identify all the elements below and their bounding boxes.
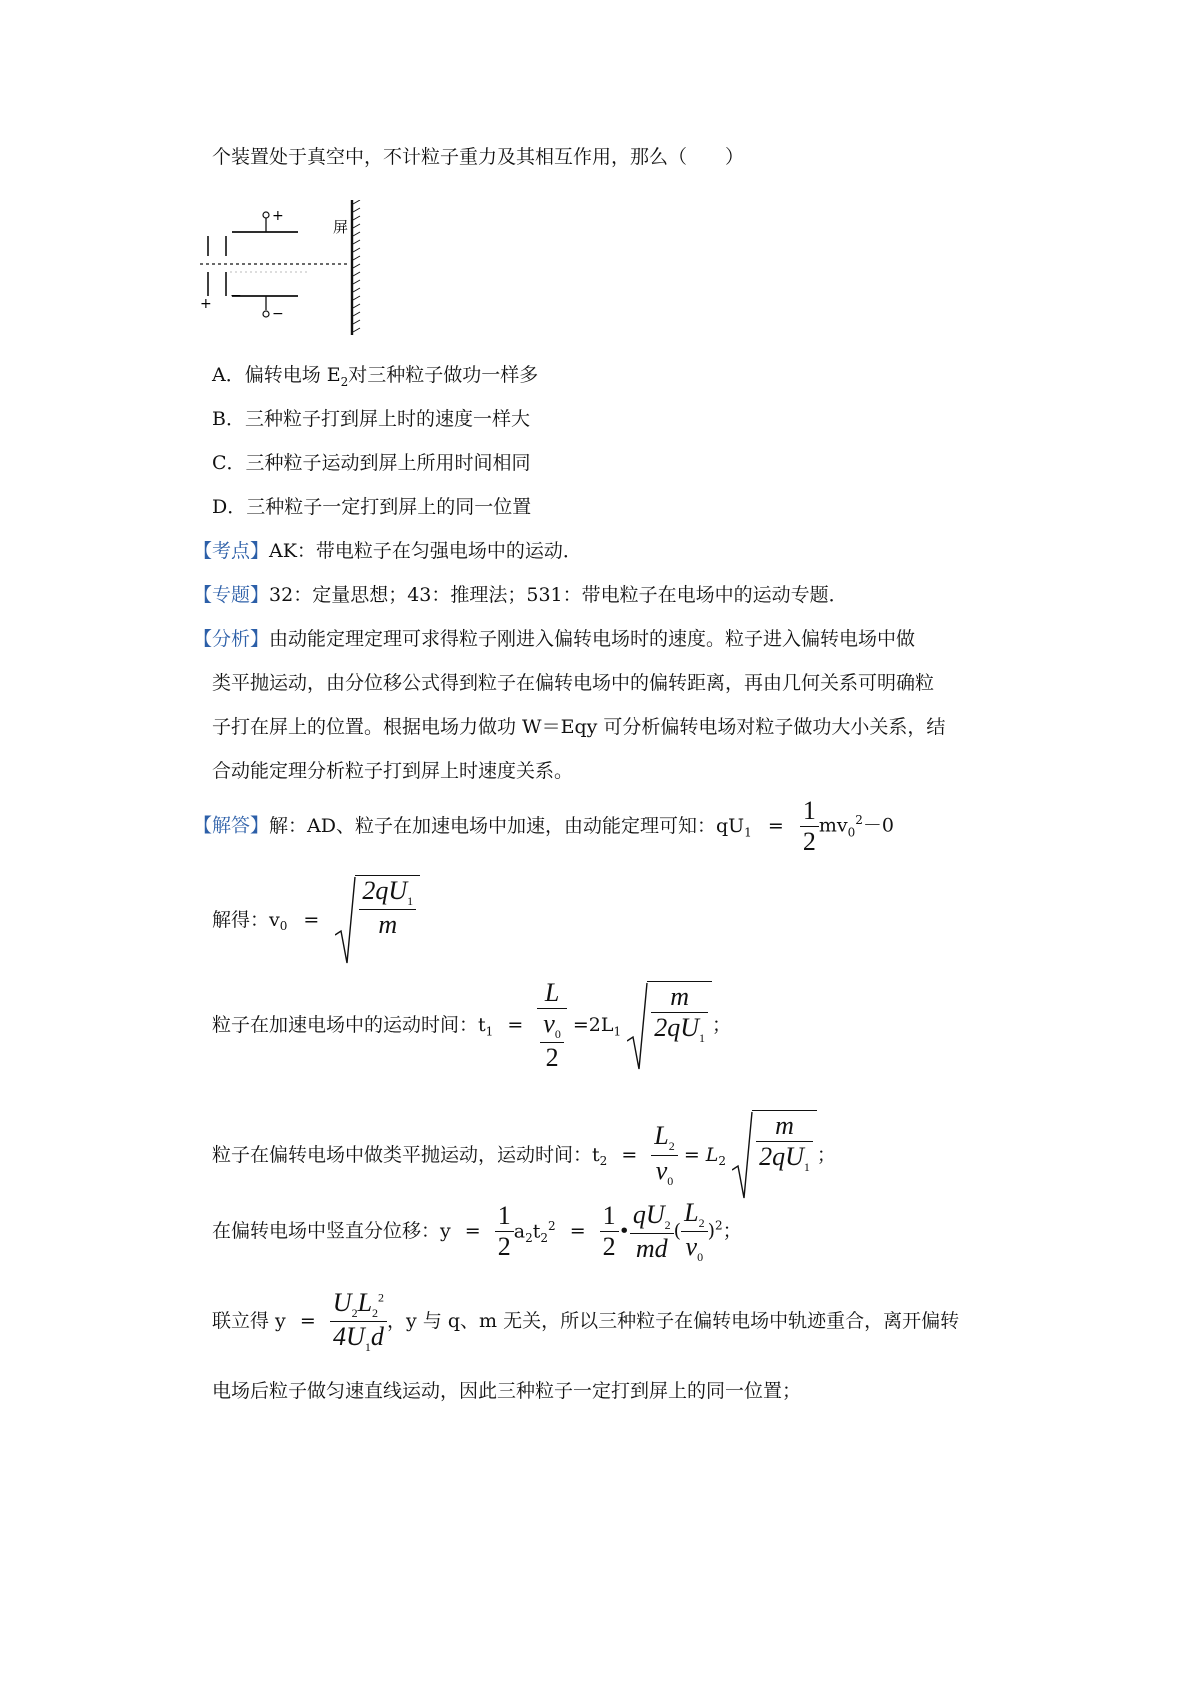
jieda-y: 在偏转电场中竖直分位移：y = $\frac{1}{2}$ $a_2t_2^2$ = $\frac{1}{2}$ • $\frac{qU_2}{md}$ ( $\frac{L_2}{v_0}$ )$^2$； xyxy=(212,1198,742,1265)
sqrt-v0: $\frac{2qU_1}{m}$ xyxy=(335,875,420,965)
apparatus-figure xyxy=(200,200,390,345)
jieda-lianli: 联立得 y = $\frac{U_2L_2^2}{4U_1d}$ ，y 与 q、m 无关，所以三种粒子在偏转电场中轨迹重合，离开偏转 xyxy=(212,1288,960,1355)
kaodian-line: 【考点】AK：带电粒子在匀强电场中的运动． xyxy=(193,540,582,562)
plus-top-label: + xyxy=(272,208,284,224)
fenxi-line-4: 合动能定理分析粒子打到屏上时速度关系。 xyxy=(212,760,574,782)
fraction-half: $\frac{1}{2}$ xyxy=(800,798,819,855)
jieda-tag: 【解答】 xyxy=(193,814,270,837)
fenxi-line-2: 类平抛运动，由分位移公式得到粒子在偏转电场中的偏转距离，再由几何关系可明确粒 xyxy=(212,672,935,694)
zhuanti-line: 【专题】32：定量思想；43：推理法；531：带电粒子在电场中的运动专题． xyxy=(193,584,848,606)
jieda-line-1: 【解答】解：AD、粒子在加速电场中加速，由动能定理可知：$qU_1$ = $\frac{1}{2}$ $mv_0^2-0$ xyxy=(193,796,894,856)
sqrt-t1: $\frac{m}{2qU_1}$ xyxy=(627,981,712,1071)
option-c: C．三种粒子运动到屏上所用时间相同 xyxy=(212,452,531,474)
option-b: B．三种粒子打到屏上时的速度一样大 xyxy=(212,408,530,430)
minus-left-label: − xyxy=(230,288,242,304)
fraction-y-result: $\frac{U_2L_2^2}{4U_1d}$ xyxy=(330,1290,387,1353)
kaodian-tag: 【考点】 xyxy=(193,540,270,562)
jieda-t2: 粒子在偏转电场中做类平抛运动，运动时间：$t_2$ = $\frac{L_2}{v_0}$ = $L_2$ $\frac{m}{2qU_1}$ ； xyxy=(212,1110,836,1200)
fenxi-tag: 【分析】 xyxy=(193,628,270,650)
jieda-t1: 粒子在加速电场中的运动时间：$t_1$ = $\frac{L}{\frac{v_0}{2}}$ $=2L_1$ $\frac{m}{2qU_1}$ ； xyxy=(212,978,732,1073)
jieda-v0: 解得：$v_0$ = $\frac{2qU_1}{m}$ xyxy=(212,875,420,965)
jieda-last: 电场后粒子做匀速直线运动，因此三种粒子一定打到屏上的同一位置； xyxy=(212,1380,802,1402)
minus-bottom-label: − xyxy=(272,306,284,322)
question-stem: 个装置处于真空中，不计粒子重力及其相互作用，那么（ ） xyxy=(212,146,745,168)
fenxi-line-3: 子打在屏上的位置。根据电场力做功 W＝Eqy 可分析偏转电场对粒子做功大小关系，结 xyxy=(212,716,946,738)
sqrt-t2: $\frac{m}{2qU_1}$ xyxy=(732,1110,817,1200)
screen-label: 屏 xyxy=(333,218,349,236)
zhuanti-tag: 【专题】 xyxy=(193,584,270,606)
fraction-L2-over-v0: $\frac{L_2}{v_0}$ xyxy=(651,1123,677,1186)
option-d: D．三种粒子一定打到屏上的同一位置 xyxy=(212,496,532,518)
plus-left-label: + xyxy=(200,296,212,312)
fenxi-line-1: 【分析】由动能定理定理可求得粒子刚进入偏转电场时的速度。粒子进入偏转电场中做 xyxy=(193,628,916,650)
option-a: A．偏转电场 $E_2$对三种粒子做功一样多 xyxy=(212,364,539,389)
fraction-L-over-v0-half: $\frac{L}{\frac{v_0}{2}}$ xyxy=(537,980,567,1071)
